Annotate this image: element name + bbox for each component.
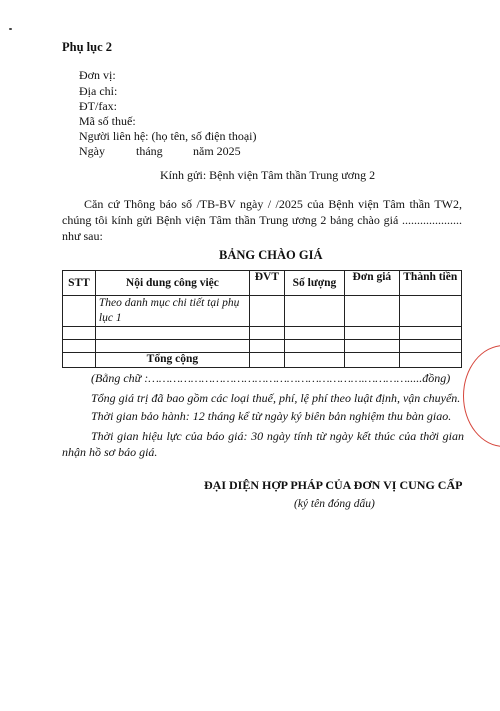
- sender-address: Địa chỉ:: [79, 84, 118, 98]
- total-label: Tổng cộng: [95, 353, 249, 368]
- header-unit: ĐVT: [249, 271, 284, 296]
- table-header-row: [63, 271, 462, 296]
- signature-note: (ký tên đóng dấu): [294, 498, 375, 510]
- header-unit-price: Đơn giá: [345, 271, 399, 296]
- appendix-title: Phụ lục 2: [62, 40, 113, 54]
- sender-date-day: Ngày: [79, 144, 105, 158]
- sender-unit: Đơn vị:: [79, 68, 116, 82]
- sender-contact: Người liên hệ: (họ tên, số điện thoại): [79, 129, 257, 143]
- note-validity: Thời gian hiệu lực của báo giá: 30 ngày tính từ ngày kết thúc của thời gian nhận hồ sơ báo giá.: [62, 429, 464, 459]
- table-row: [63, 340, 462, 353]
- body-paragraph: Căn cứ Thông báo số /TB-BV ngày / /2025 của Bệnh viện Tâm thần TW2, chúng tôi kính gửi Bệnh viện Tâm thần Trung ương 2 bảng chào giá .................... như sau:: [62, 197, 462, 243]
- table-row: [63, 296, 462, 327]
- table-row: [63, 327, 462, 340]
- note-taxes: Tổng giá trị đã bao gồm các loại thuế, phí, lệ phí theo luật định, vận chuyển.: [91, 391, 461, 405]
- table-title: BẢNG CHÀO GIÁ: [219, 248, 323, 262]
- note-warranty: Thời gian bảo hành: 12 tháng kể từ ngày ký biên bản nghiệm thu bàn giao.: [91, 409, 452, 423]
- sender-phone-fax: ĐT/fax:: [79, 99, 117, 113]
- header-content: Nội dung công việc: [95, 271, 249, 296]
- sender-date-month: tháng: [136, 144, 163, 158]
- red-stamp-edge: [463, 345, 500, 447]
- amount-in-words: (Bằng chữ :…………………………………………………….………….....đồng): [91, 371, 451, 385]
- header-stt: STT: [63, 271, 96, 296]
- recipient-line: Kính gửi: Bệnh viện Tâm thần Trung ương 2: [160, 168, 376, 182]
- table-total-row: [63, 353, 462, 368]
- sender-tax-code: Mã số thuế:: [79, 114, 136, 128]
- header-total: Thành tiền: [399, 271, 461, 296]
- scan-speck: [9, 28, 12, 30]
- row-content: Theo danh mục chi tiết tại phụ lục 1: [95, 296, 249, 327]
- signature-title: ĐẠI DIỆN HỢP PHÁP CỦA ĐƠN VỊ CUNG CẤP: [204, 478, 463, 492]
- quote-table: [62, 270, 462, 368]
- header-quantity: Số lượng: [284, 271, 344, 296]
- sender-date-year: năm 2025: [193, 144, 241, 158]
